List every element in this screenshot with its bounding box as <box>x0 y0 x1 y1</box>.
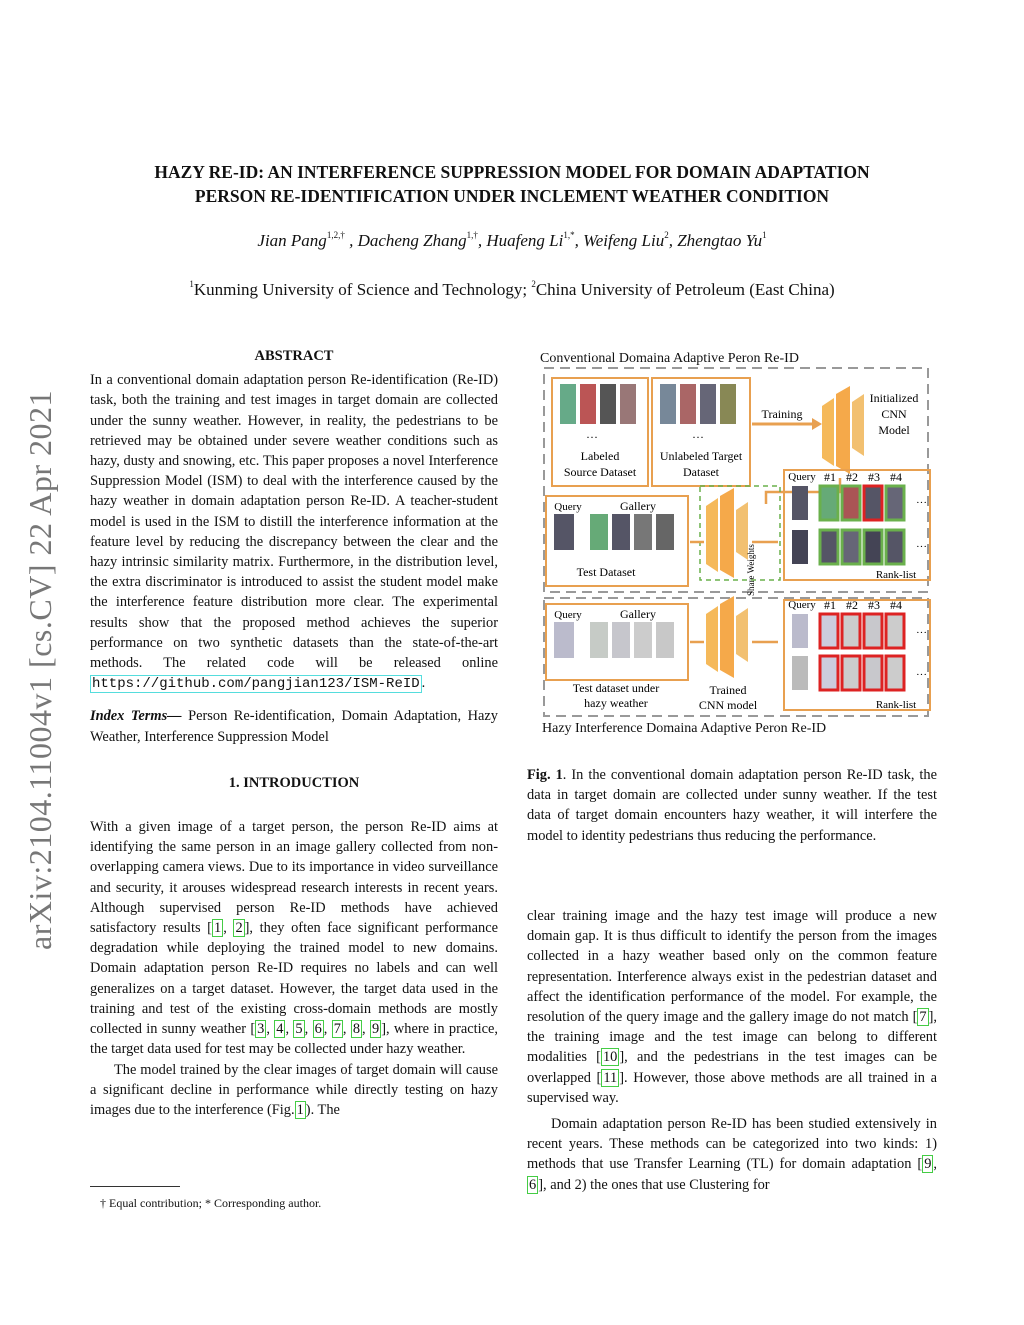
intro-heading: 1. INTRODUCTION <box>228 774 360 791</box>
hazy-gallery-image <box>656 622 674 658</box>
query-label: Query <box>554 609 582 621</box>
text-run: ). The <box>305 1101 340 1118</box>
author-sup: 1,2,† <box>326 230 345 240</box>
initialized-cnn-blocks <box>822 386 864 474</box>
rank-1: #1 <box>824 470 836 484</box>
query-image <box>554 514 574 550</box>
trained-l1: Trained <box>709 683 747 697</box>
intro-paragraph-1: With a given image of a target person, the person Re-ID aims at identifying the same person in an image gallery collected from non-overlapping camera views. Due to its importance in video surveillance and security, it arouses widespread research interests in recent years. Although supervised person Re-ID methods have achieved satisfactory results [ 1 , 2 ], they often face significant performance degradation while deploying the trained model to new domains. Domain adaptation person Re-ID requires no labels and can well generalizes on a target dataset. However, the target data used in the training and test of the existing cross-domain methods are mostly collected in sunny weather [ 3 , 4 , 5 , 6 , 7 , 8 , 9 ], where in practice, the target data used for test may be collected under hazy weather. <box>90 819 499 1058</box>
trained-cnn-blocks <box>706 596 748 678</box>
index-terms-text: Person Re-identification, Domain Adaptation, Hazy Weather, Interference Suppression Model <box>90 708 498 745</box>
citation-link[interactable]: 1 <box>213 920 222 937</box>
dots: ··· <box>916 541 927 553</box>
index-terms <box>90 706 498 746</box>
footnote: † Equal contribution; * Corresponding author. <box>100 1196 322 1210</box>
training-label: Training <box>761 407 803 421</box>
share-weights-label: Share Weights <box>746 544 756 596</box>
figure-link[interactable]: 1 <box>296 1101 304 1118</box>
source-person-images <box>560 384 636 424</box>
author-name: Dacheng Zhang <box>357 231 467 250</box>
arrowhead <box>812 418 822 430</box>
author-name: Jian Pang <box>257 231 327 250</box>
citation-link[interactable]: 6 <box>314 1021 322 1038</box>
affiliation-1: Kunming University of Science and Technology; <box>193 280 532 299</box>
citation-link[interactable]: 4 <box>276 1021 284 1038</box>
rank-2: #2 <box>846 470 858 484</box>
gallery-image <box>612 514 630 550</box>
author-sup: 1,† <box>466 230 478 240</box>
rank-2: #2 <box>846 598 858 612</box>
rank-1: #1 <box>824 598 836 612</box>
intro-paragraph-2 <box>90 1060 498 1121</box>
period: . <box>421 675 426 692</box>
citation-link[interactable]: 2 <box>235 920 243 937</box>
rank-list-label: Rank-list <box>875 569 917 581</box>
title-line-1: HAZY RE-ID: AN INTERFERENCE SUPPRESSION MODEL FOR DOMAIN ADAPTATION <box>154 162 870 182</box>
affiliations <box>60 280 964 300</box>
citation-link[interactable]: 7 <box>333 1021 341 1038</box>
figure-caption <box>527 765 937 846</box>
dots: ··· <box>916 669 927 681</box>
text-run: Domain adaptation person Re-ID has been studied extensively in recent years. These methods can be categorized into two kinds: 1) methods that use Transfer Learning (TL) for domain adaptation [ <box>527 1116 937 1173</box>
fig-bottom-label: Hazy Interference Domaina Adaptive Peron Re-ID <box>542 721 827 736</box>
text-run: clear training image and the hazy test image will produce a new domain gap. It is thus difficult to identify the person from the images collected in a hazy weather based only on the common feature representation. Interference always exist in the pedestrian dataset and affect the identification performance of the model. For example, the resolution of the query image and the gallery image do not match [ <box>527 908 937 1026</box>
rank-3: #3 <box>868 598 880 612</box>
text-run: With a given image of a target person, the person Re-ID aims at identifying the same person in an image gallery collected from non-overlapping camera views. Due to its importance in video surveillance and security, it arouses widespread research interests in recent years. Although supervised person Re-ID methods have achieved satisfactory results [ <box>90 819 498 937</box>
author-list: Jian Pang$^{1,2,\dagger}$ , Dacheng Zhang$^{1,\dagger}$, Huafeng $Li^{1,*}$, Weifeng Liu$^2$, Zhengtao Yu$^1$ <box>257 230 767 250</box>
dots: ··· <box>586 430 598 444</box>
labeled-source-l1: Labeled <box>580 449 620 463</box>
author-sup: 1,* <box>563 230 575 240</box>
right-paragraph-1 <box>527 906 937 1108</box>
initialized-l3: Model <box>878 423 910 437</box>
title-line-2: PERSON RE-IDENTIFICATION UNDER INCLEMENT WEATHER CONDITION <box>194 186 830 206</box>
text-run: ], the training image and the test image can belong to different modalities [ <box>527 1009 937 1066</box>
citation-link[interactable]: 9 <box>924 1156 932 1173</box>
abstract-text: In a conventional domain adaptation person Re-identification (Re-ID) task, both the training and test images in target domain are collected under the sunny weather. However, in reality, the pedestrians to be retrieved may be obtained under severe weather conditions such as hazy, dusty and snowing, etc. This paper proposes a novel Interference Suppression Model (ISM) to deal with the interference caused by the hazy weather in domain adaptation person Re-ID. A teacher-student model is used in the ISM to distill the interference information at the feature level by reducing the discrepancy between the clear and the hazy intrinsic similarity matrix. Furthermore, in the distribution level, the extra discriminator is introduced to assist the student model make the interference feature distribution more clear. The experimental results show that the proposed method achieves the superior performance on two synthetic datasets than the state-of-the-art methods. The related code will be released online <box>90 372 498 672</box>
text-run: ], they often face significant performance degradation while deploying the trained model to new domains. Domain adaptation person Re-ID requires no labels and can well generalizes on a target dataset. However, the target data used in the training and test of the existing cross-domain methods are mostly collected in sunny weather [ <box>90 920 498 1038</box>
affil-sup: 2 <box>531 279 536 289</box>
unlabeled-target-l1: Unlabeled Target <box>659 449 743 463</box>
index-terms-label: Index Terms— <box>90 708 182 725</box>
rank-4: #4 <box>890 598 902 612</box>
citation-link[interactable]: 11 <box>603 1069 618 1086</box>
abstract-heading: ABSTRACT <box>254 348 334 364</box>
unlabeled-target-l2: Dataset <box>683 465 719 479</box>
text-run: ], where in practice, the target data used for test may be collected under hazy weather. <box>90 1021 499 1058</box>
text-run: ], and the pedestrians in the test images can be overlapped [ <box>527 1049 938 1086</box>
affiliation-2: China University of Petroleum (East China) <box>535 280 835 299</box>
query-label: Query <box>788 471 816 483</box>
citation-link[interactable]: 9 <box>371 1021 380 1038</box>
figure-1 <box>540 346 940 742</box>
gallery-image <box>634 514 652 550</box>
trained-l2: CNN model <box>698 698 758 712</box>
abstract-body <box>90 370 498 694</box>
caption-text: . In the conventional domain adaptation person Re-ID task, the data in target domain are collected under sunny weather. If the test data of target domain encounters hazy weather, it will interfere the model to identity pedestrians thus reducing the performance. <box>527 767 938 844</box>
right-paragraph-2: Domain adaptation person Re-ID has been studied extensively in recent years. These methods can be categorized into two kinds: 1) methods that use Transfer Learning (TL) for domain adaptation [ 9 , 6 ], and 2) the ones that use Clustering for <box>527 1116 937 1193</box>
fig-top-label: Conventional Domaina Adaptive Peron Re-ID <box>540 351 799 366</box>
gallery-label: Gallery <box>620 499 656 513</box>
labeled-source-l2: Source Dataset <box>563 465 637 479</box>
affil-sup: 1 <box>189 279 194 289</box>
target-person-images <box>660 384 736 424</box>
hazy-test-l1: Test dataset under <box>572 681 660 695</box>
hazy-gallery-image <box>612 622 630 658</box>
gallery-image <box>590 514 608 550</box>
rank-3: #3 <box>868 470 880 484</box>
code-link[interactable]: https://github.com/pangjian123/ISM-ReID <box>92 676 420 693</box>
author-name: Zhengtao Yu <box>677 231 763 250</box>
gallery-image <box>656 514 674 550</box>
rank-4: #4 <box>890 470 902 484</box>
dots: ··· <box>916 627 927 639</box>
initialized-l2: CNN <box>881 407 907 421</box>
text-run: The model trained by the clear images of target domain will cause a significant decline in performance while directly testing on hazy images due to the interference (Fig. <box>90 1061 498 1118</box>
author-sup: 1 <box>762 230 767 240</box>
left-column <box>90 346 498 1120</box>
citation-link[interactable]: 7 <box>919 1009 927 1026</box>
citation-link[interactable]: 3 <box>257 1021 265 1038</box>
gallery-label: Gallery <box>620 607 656 621</box>
rank-images-conv <box>792 486 904 564</box>
initialized-l1: Initialized <box>869 391 919 405</box>
right-column <box>527 906 937 1195</box>
author-name: Weifeng Liu <box>583 231 665 250</box>
paper-title <box>60 160 964 208</box>
author-name: Huafeng Li <box>486 231 564 250</box>
conv-cnn-blocks <box>706 488 748 578</box>
hazy-gallery-image <box>590 622 608 658</box>
figure-diagram <box>540 346 940 742</box>
rank-images-hazy <box>792 614 904 690</box>
footnote-rule <box>90 1186 180 1187</box>
query-label: Query <box>788 599 816 611</box>
hazy-gallery-image <box>634 622 652 658</box>
test-dataset-label: Test Dataset <box>576 565 636 579</box>
author-sup: 2 <box>664 230 669 240</box>
citation-link[interactable]: 10 <box>602 1049 618 1066</box>
citation-link[interactable]: 8 <box>352 1021 361 1038</box>
caption-label: Fig. 1 <box>527 767 563 783</box>
citation-link[interactable]: 6 <box>529 1176 537 1193</box>
dots: ··· <box>916 497 927 509</box>
query-label: Query <box>554 501 582 513</box>
hazy-test-l2: hazy weather <box>584 696 648 710</box>
text-run: ]. However, those above methods are all trained in a supervised way. <box>527 1069 937 1106</box>
rank-list-label: Rank-list <box>875 699 917 711</box>
citation-link[interactable]: 5 <box>295 1021 303 1038</box>
hazy-query-image <box>554 622 574 658</box>
text-run: ], and 2) the ones that use Clustering for <box>538 1176 770 1193</box>
arxiv-stamp: arXiv:2104.11004v1 [cs.CV] 22 Apr 2021 <box>22 390 58 950</box>
dots: ··· <box>692 430 704 444</box>
